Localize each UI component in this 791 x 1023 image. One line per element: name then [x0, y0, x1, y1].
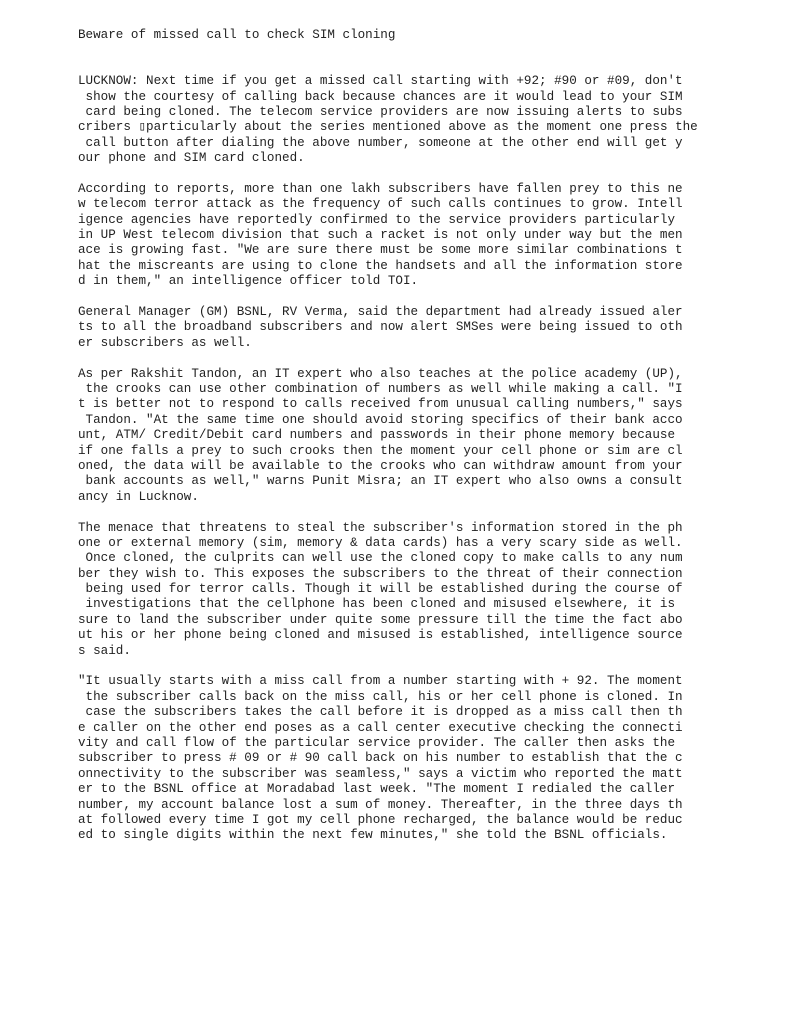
text-line: Once cloned, the culprits can well use the cloned copy to make calls to any num: [78, 551, 683, 566]
text-line: The menace that threatens to steal the subscriber's information stored in the ph: [78, 520, 683, 535]
text-line: ut his or her phone being cloned and misused is established, intelligence source: [78, 628, 683, 643]
text-line: ts to all the broadband subscribers and now alert SMSes were being issued to oth: [78, 320, 683, 335]
text-line: being used for terror calls. Though it will be established during the course of: [78, 582, 683, 597]
text-line: sure to land the subscriber under quite some pressure till the time the fact abo: [78, 612, 683, 627]
paragraph: [78, 367, 778, 506]
text-line: igence agencies have reportedly confirmed to the service providers particularly: [78, 212, 676, 227]
text-line: if one falls a prey to such crooks then the moment your cell phone or sim are cl: [78, 443, 683, 458]
text-line: ber they wish to. This exposes the subscribers to the threat of their connection: [78, 566, 683, 581]
text-line: ed to single digits within the next few minutes," she told the BSNL officials.: [78, 828, 668, 843]
text-line: the subscriber calls back on the miss call, his or her cell phone is cloned. In: [78, 689, 683, 704]
text-line: number, my account balance lost a sum of money. Thereafter, in the three days th: [78, 797, 683, 812]
text-line: card being cloned. The telecom service providers are now issuing alerts to subs: [78, 104, 683, 119]
text-line: onnectivity to the subscriber was seamless," says a victim who reported the matt: [78, 766, 683, 781]
text-line: t is better not to respond to calls received from unusual calling numbers," says: [78, 397, 683, 412]
paragraph: [78, 182, 778, 290]
text-line: unt, ATM/ Credit/Debit card numbers and passwords in their phone memory because: [78, 428, 676, 443]
text-line: As per Rakshit Tandon, an IT expert who also teaches at the police academy (UP),: [78, 366, 683, 381]
text-line: show the courtesy of calling back because chances are it would lead to your SIM: [78, 89, 683, 104]
text-line: one or external memory (sim, memory & data cards) has a very scary side as well.: [78, 535, 683, 550]
text-line: w telecom terror attack as the frequency of such calls continues to grow. Intell: [78, 197, 683, 212]
text-line: at followed every time I got my cell phone recharged, the balance would be reduc: [78, 812, 683, 827]
text-line: case the subscribers takes the call before it is dropped as a miss call then th: [78, 705, 683, 720]
paragraph: [78, 305, 778, 351]
text-line: ancy in Lucknow.: [78, 489, 199, 504]
text-line: in UP West telecom division that such a racket is not only under way but the men: [78, 228, 683, 243]
text-line: vity and call flow of the particular service provider. The caller then asks the: [78, 735, 676, 750]
paragraph: [78, 674, 778, 843]
text-line: er to the BSNL office at Moradabad last week. "The moment I redialed the caller: [78, 782, 676, 797]
document-page: [78, 28, 778, 859]
text-line: Tandon. "At the same time one should avoid storing specifics of their bank acco: [78, 412, 683, 427]
text-line: bank accounts as well," warns Punit Misra; an IT expert who also owns a consult: [78, 474, 683, 489]
text-line: s said.: [78, 643, 131, 658]
document-title: Beware of missed call to check SIM cloning: [78, 28, 396, 42]
text-line: cribers ▯particularly about the series mentioned above as the moment one press the: [78, 120, 698, 135]
text-line: "It usually starts with a miss call from a number starting with + 92. The moment: [78, 674, 683, 689]
text-line: General Manager (GM) BSNL, RV Verma, said the department had already issued aler: [78, 305, 683, 320]
paragraph: [78, 521, 778, 660]
text-line: investigations that the cellphone has been cloned and misused elsewhere, it is: [78, 597, 676, 612]
text-line: the crooks can use other combination of numbers as well while making a call. "I: [78, 382, 683, 396]
paragraph: [78, 74, 778, 166]
text-line: ace is growing fast. "We are sure there must be some more similar combinations t: [78, 243, 683, 258]
text-line: LUCKNOW: Next time if you get a missed call starting with +92; #90 or #09, don't: [78, 74, 683, 89]
text-line: e caller on the other end poses as a call center executive checking the connecti: [78, 720, 683, 735]
text-line: call button after dialing the above number, someone at the other end will get y: [78, 135, 683, 150]
text-line: er subscribers as well.: [78, 335, 252, 350]
text-line: oned, the data will be available to the crooks who can withdraw amount from your: [78, 458, 683, 473]
text-line: our phone and SIM card cloned.: [78, 151, 305, 166]
text-line: d in them," an intelligence officer told TOI.: [78, 274, 419, 289]
text-line: According to reports, more than one lakh subscribers have fallen prey to this ne: [78, 181, 683, 196]
text-line: subscriber to press # 09 or # 90 call back on his number to establish that the c: [78, 751, 683, 766]
text-line: hat the miscreants are using to clone the handsets and all the information store: [78, 258, 683, 273]
